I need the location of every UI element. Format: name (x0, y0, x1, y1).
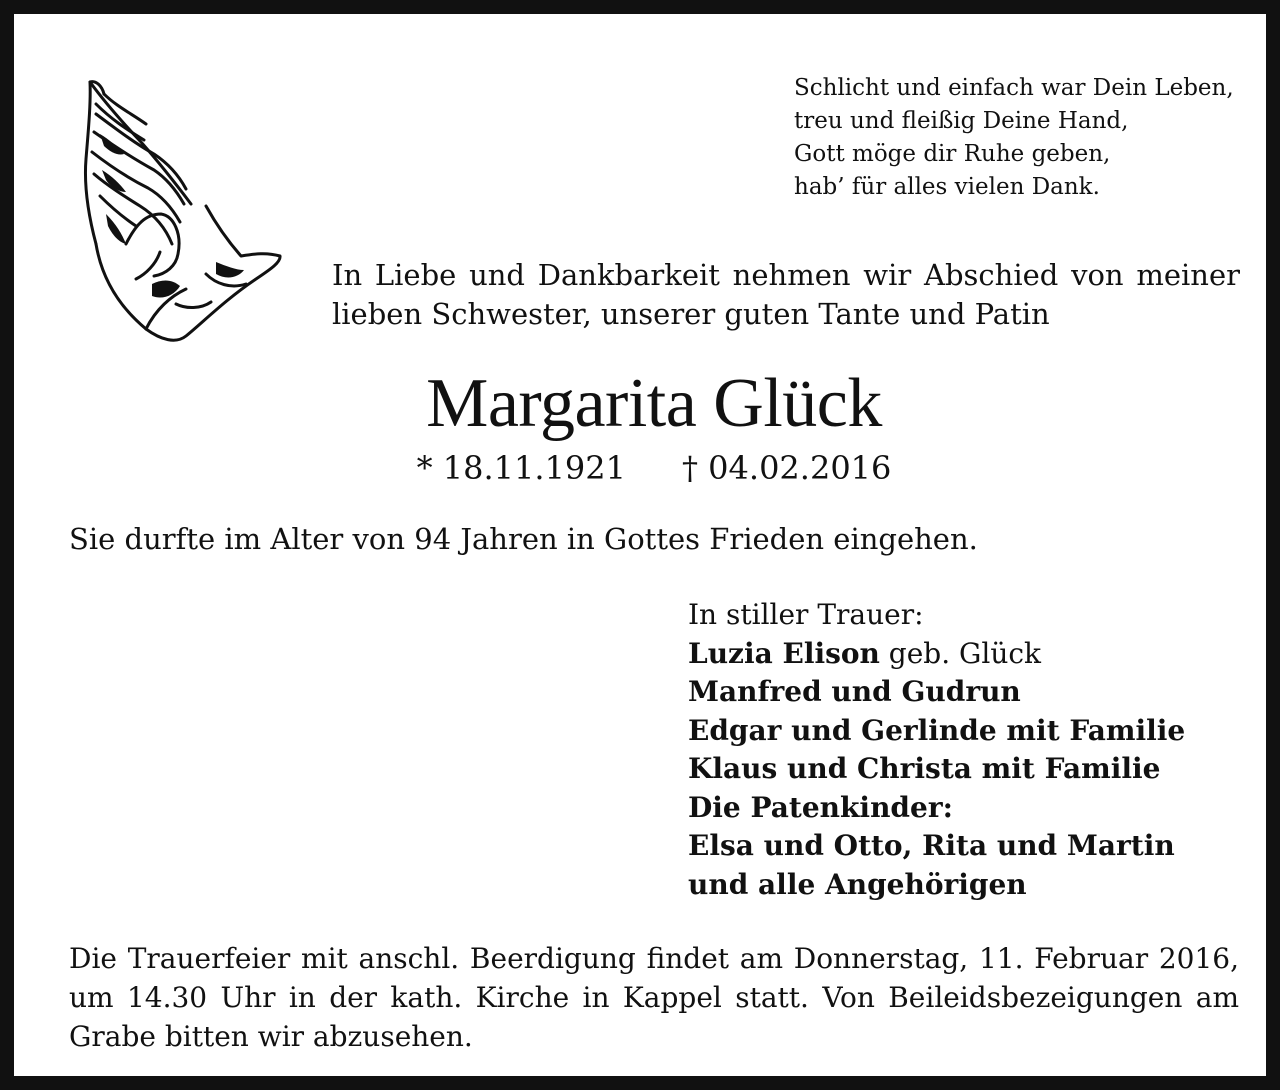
death-date: † 04.02.2016 (682, 449, 892, 487)
mourner-name: Manfred und Gudrun (688, 675, 1021, 708)
mourner-name: und alle Angehörigen (688, 867, 1027, 901)
intro-line: lieben Schwester, unserer guten Tante und Patin (332, 297, 1050, 331)
praying-hands-icon (66, 74, 288, 346)
mourner-name: Die Patenkinder: (688, 790, 953, 824)
intro-paragraph (332, 256, 1240, 334)
mourners-heading: In stiller Trauer: (688, 598, 924, 631)
life-dates (14, 448, 1280, 488)
mourner-suffix: geb. Glück (879, 636, 1042, 670)
funeral-line: Grabe bitten wir abzusehen. (69, 1020, 473, 1053)
intro-line: In Liebe und Dankbarkeit nehmen wir Abschied von meiner (332, 258, 1240, 292)
poem-verse (794, 72, 1264, 204)
mourners-list (688, 596, 1248, 904)
mourner-name: Luzia Elison (688, 636, 880, 670)
funeral-notice (69, 939, 1239, 1056)
deceased-name: Margarita Glück (426, 365, 882, 442)
funeral-line: um 14.30 Uhr in der kath. Kirche in Kappel statt. Von Beileidsbezeigungen am (69, 981, 1239, 1014)
mourner-name: Elsa und Otto, Rita und Martin (688, 829, 1175, 862)
poem-line: Gott möge dir Ruhe geben, (794, 141, 1111, 167)
funeral-line: Die Trauerfeier mit anschl. Beerdigung findet am Donnerstag, 11. Februar 2016, (69, 942, 1239, 975)
poem-line: Schlicht und einfach war Dein Leben, (794, 75, 1234, 101)
list-item (688, 827, 1248, 866)
birth-date: * 18.11.1921 (416, 449, 626, 487)
poem-line: hab’ für alles vielen Dank. (794, 174, 1100, 200)
mourner-name: Klaus und Christa mit Familie (688, 752, 1161, 785)
list-item (688, 750, 1248, 789)
list-item (688, 789, 1248, 828)
age-note: Sie durfte im Alter von 94 Jahren in Gottes Frieden eingehen. (69, 522, 978, 556)
mourner-name: Edgar und Gerlinde mit Familie (688, 713, 1186, 747)
poem-line: treu und fleißig Deine Hand, (794, 108, 1129, 134)
list-item (688, 712, 1248, 751)
list-item (688, 635, 1248, 674)
list-item (688, 673, 1248, 712)
list-item (688, 866, 1248, 905)
